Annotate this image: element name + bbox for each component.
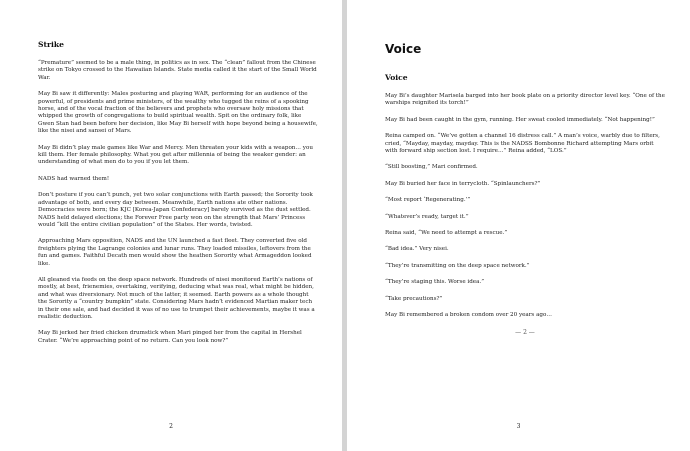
paragraph: May Bi buried her face in terrycloth. “Spinlaunchers?” (385, 180, 541, 187)
right-page-content (385, 40, 665, 336)
chapter-title: Voice (385, 42, 422, 56)
paragraph: NADS had warned them! (38, 175, 110, 182)
paragraph: “They’re transmitting on the deep space network.” (385, 262, 530, 269)
paragraph: Reina said, “We need to attempt a rescue.” (385, 230, 508, 237)
page-number: 3 (516, 423, 521, 430)
section-heading-voice: Voice (385, 73, 408, 82)
paragraph: “Premature” seemed to be a male thing, in politics as in sex. The “clean” fallout from the Chinese strike on Tokyo crossed to the Hawaiian Islands. State media called it the start of the Small World War. (38, 60, 317, 81)
page-number: 2 (169, 423, 173, 430)
paragraph: Don’t posture if you can’t punch, yet two solar conjunctions with Earth passed; the Sorority took advantage of both, and every day between. Meanwhile, Earth nations ate other nations. Democracies were born; the KJC [Korea-Japan Confederacy] barely survived as the dust settled. NADS held delayed elections; the Forever Free party won on the strength that Mars’ Princess would “kill the entire civilian population” of the States. Her words, twisted. (38, 192, 313, 228)
paragraph: “Take precautions?” (385, 295, 443, 302)
scene-break: — 2 — (515, 328, 535, 336)
section-heading-strike: Strike (38, 40, 64, 49)
paragraph: May Bi didn’t play male games like War and Mercy. Men threaten your kids with a weapon… you kill them. Her female philosophy. What you get after millennia of being the weaker gender: an understanding of what men do to you if you let them. (38, 144, 313, 166)
right-page (347, 0, 690, 451)
paragraph: All gleaned via feeds on the deep space network. Hundreds of nisei monitored Earth’s nations of mostly, at best, frienemies, overtaking, verifying, deducing what was real, what might be hidden, and what was diversionary. Not much of the latter, it seemed. Earth powers as a whole thought the Sorority a “country bumpkin” state. Considering Mars hadn’t evidenced Martian maker tech in their one sale, and had decided it was of no use to trumpet their achievements, maybe it was a realistic deduction. (38, 276, 315, 320)
paragraph: May Bi jerked her fried chicken drumstick when Mari pinged her from the capital in Hershel Crater. “We’re approaching point of no return. Can you look now?” (38, 330, 302, 344)
left-page-content (38, 40, 318, 354)
paragraph: Reina camped on. “We’ve gotten a channel 16 distress call.” A man’s voice, warbly due to filters, cried, “Mayday, mayday, mayday. This is the NADSS Bombonne Richard attempting Mars orbit with forward ship section lost. I require…” Reina added, “LOS.” (385, 133, 660, 155)
paragraph: May Bi had been caught in the gym, running. Her sweat cooled immediately. “Not happening!” (385, 116, 655, 123)
paragraph: “Bad idea.” Very nisei. (385, 246, 449, 253)
paragraph: May Bi remembered a broken condom over 20 years ago… (385, 312, 552, 319)
paragraph: “They’re staging this. Worse idea.” (385, 279, 485, 286)
paragraph: May Bi’s daughter Marisela barged into her book plate on a priority director level key. “One of the warships reignited its torch!” (385, 93, 665, 107)
left-page (0, 0, 342, 451)
paragraph: “Most report ‘Regenerating.’” (385, 197, 471, 204)
paragraph: May Bi saw it differently: Males posturing and playing WAR, performing for an audience of the powerful, of presidents and prime ministers, of the wealthy who tugged the reins of a spooking horse, and of the vocal fraction of the believers and prophets who oversaw holy missions that whipped the growth of congregations to build spiritual wealth. Spit on the ordinary folk, like Gwen Stan had been before her decision, like May Bi herself with hope beyond being a housewife, like the nisei and sansei of Mars. (38, 91, 318, 135)
paragraph: “Whatever’s ready, target it.” (385, 213, 469, 220)
paragraph: “Still boosting,” Mari confirmed. (385, 164, 478, 171)
paragraph: Approaching Mars opposition, NADS and the UN launched a fast fleet. They converted five old freighters plying the Lagrange colonies and lunar runs. They loaded missiles, leftovers from the fun and games. Faithful Decath men would show the heathen Sorority what Armageddon looked like. (38, 238, 312, 267)
